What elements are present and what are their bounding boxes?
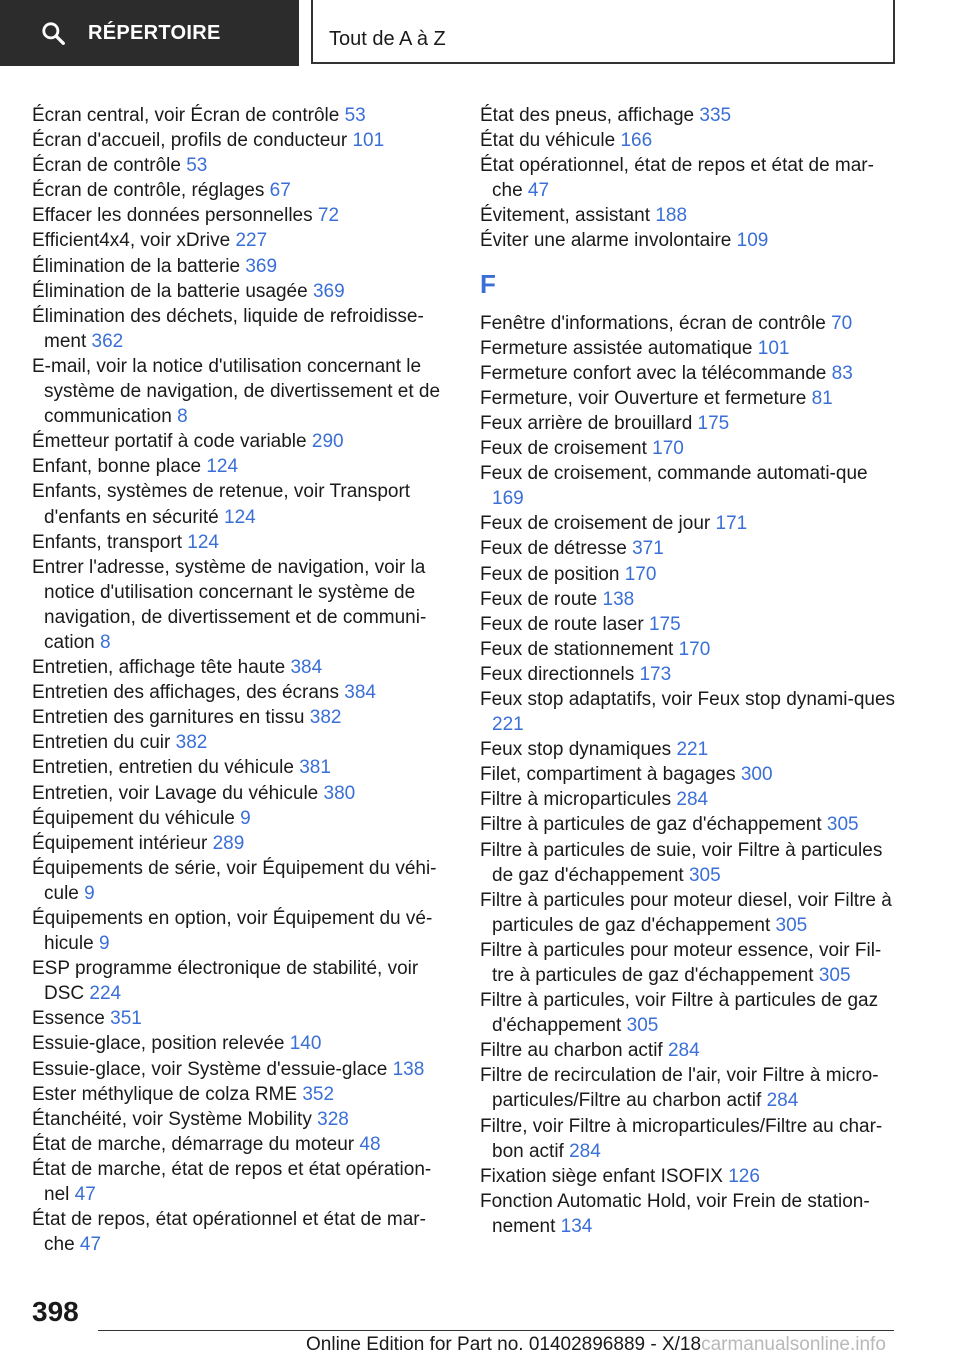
entry-text: État opérationnel, état de repos et état de mar-che <box>480 155 874 202</box>
entry-text: Filtre à microparticules <box>480 789 672 811</box>
entry-text: Feux de stationnement <box>480 638 674 660</box>
page-link[interactable]: 188 <box>655 205 688 227</box>
index-entry <box>480 436 900 461</box>
page-link[interactable]: 47 <box>527 180 550 202</box>
page-link[interactable]: 384 <box>290 657 323 679</box>
index-entry <box>32 429 452 454</box>
entry-text: Écran de contrôle, réglages <box>32 180 265 202</box>
page-link[interactable]: 305 <box>626 1015 659 1037</box>
page-link[interactable]: 166 <box>620 130 653 152</box>
index-entry <box>32 831 452 856</box>
index-entry <box>32 730 452 755</box>
page-link[interactable]: 101 <box>757 337 790 359</box>
page-link[interactable]: 381 <box>299 757 331 779</box>
index-entry <box>32 1031 452 1056</box>
index-entry <box>480 228 900 253</box>
page-link[interactable]: 47 <box>79 1234 102 1256</box>
page-link[interactable]: 9 <box>240 807 251 829</box>
page-link[interactable]: 126 <box>728 1165 760 1187</box>
entry-text: Feux arrière de brouillard <box>480 412 693 434</box>
entry-text: Enfants, transport <box>32 531 182 553</box>
entry-text: Feux stop adaptatifs, voir Feux stop dynami-ques <box>480 688 896 710</box>
index-entry <box>480 1189 900 1239</box>
index-entry <box>32 1132 452 1157</box>
index-entry <box>32 680 452 705</box>
index-entry <box>480 762 900 787</box>
page-link[interactable]: 48 <box>359 1133 381 1155</box>
entry-text: Évitement, assistant <box>480 205 651 227</box>
index-entry <box>32 1157 452 1207</box>
index-entry <box>480 938 900 988</box>
entry-text: Feux de position <box>480 563 620 585</box>
page-link[interactable]: 171 <box>715 513 748 535</box>
entry-text: Entretien, entretien du véhicule <box>32 757 294 779</box>
entry-text: Filtre à particules de gaz d'échappement <box>480 814 822 836</box>
page-link[interactable]: 67 <box>269 180 291 202</box>
page-link[interactable]: 138 <box>392 1058 425 1080</box>
index-entry <box>32 304 452 354</box>
page-link[interactable]: 170 <box>624 563 657 585</box>
page-link[interactable]: 300 <box>740 764 773 786</box>
entry-text: Feux stop dynamiques <box>480 739 672 761</box>
search-icon <box>40 20 66 46</box>
entry-text: Écran de contrôle <box>32 155 181 177</box>
entry-text: Feux de croisement <box>480 438 647 460</box>
page-number: 398 <box>32 1296 79 1327</box>
search-tab-label: RÉPERTOIRE <box>88 21 221 44</box>
index-entry <box>480 1038 900 1063</box>
entry-text: Fermeture assistée automatique <box>480 337 753 359</box>
page-link[interactable]: 169 <box>492 488 524 510</box>
entry-text: Élimination des déchets, liquide de refroidisse-ment <box>32 305 424 352</box>
index-entry <box>32 153 452 178</box>
index-entry <box>32 254 452 279</box>
page-link[interactable]: 101 <box>352 130 385 152</box>
page-link[interactable]: 284 <box>676 789 709 811</box>
entry-text: Feux de détresse <box>480 538 627 560</box>
entry-text: Fermeture, voir Ouverture et fermeture <box>480 387 807 409</box>
index-entry <box>32 1107 452 1132</box>
entry-text: Entretien, voir Lavage du véhicule <box>32 782 319 804</box>
section-letter: F <box>480 268 496 299</box>
index-entry <box>480 662 900 687</box>
index-entry <box>32 479 452 529</box>
entry-text: Élimination de la batterie usagée <box>32 280 308 302</box>
entry-text: Filtre à particules pour moteur diesel, voir Filtre à particules de gaz d'échappement <box>480 889 892 936</box>
entry-text: Entretien des garnitures en tissu <box>32 707 305 729</box>
index-entry <box>480 888 900 938</box>
index-entry <box>480 336 900 361</box>
entry-text: ESP programme électronique de stabilité, voir DSC <box>32 958 419 1005</box>
entry-text: Feux de route laser <box>480 613 644 635</box>
page-link[interactable]: 369 <box>245 255 278 277</box>
index-entry <box>32 856 452 906</box>
index-entry <box>32 128 452 153</box>
index-entry <box>480 787 900 812</box>
index-entry <box>32 705 452 730</box>
entry-text: Feux de route <box>480 588 598 610</box>
entry-text: Enfants, systèmes de retenue, voir Transport d'enfants en sécurité <box>32 481 411 528</box>
index-entry <box>480 1164 900 1189</box>
entry-text: Essuie-glace, position relevée <box>32 1033 285 1055</box>
edition-text: Online Edition for Part no. 01402896889 - X/18 <box>306 1334 702 1355</box>
page-link[interactable]: 124 <box>187 531 219 553</box>
entry-text: Équipement intérieur <box>32 832 208 854</box>
index-entry <box>480 311 900 336</box>
page-link[interactable]: 140 <box>289 1033 322 1055</box>
index-entry <box>480 361 900 386</box>
index-entry <box>480 386 900 411</box>
header <box>0 0 960 66</box>
index-entry <box>32 1006 452 1031</box>
entry-text: Équipements de série, voir Équipement du véhi-cule <box>32 857 437 904</box>
page-link[interactable]: 380 <box>323 782 356 804</box>
page-link[interactable]: 124 <box>206 456 239 478</box>
entry-text: État de repos, état opérationnel et état de mar-che <box>32 1209 426 1256</box>
index-entry <box>480 737 900 762</box>
entry-text: Écran central, voir Écran de contrôle <box>32 105 340 126</box>
index-entry <box>480 461 900 511</box>
page-link[interactable]: 9 <box>98 933 110 955</box>
index-entry <box>480 153 900 203</box>
page-link[interactable]: 134 <box>560 1215 593 1237</box>
entry-text: Écran d'accueil, profils de conducteur <box>32 130 348 152</box>
index-entry <box>480 103 900 128</box>
page-link[interactable]: 352 <box>302 1083 335 1105</box>
page-link[interactable]: 70 <box>831 312 853 334</box>
index-entry <box>32 806 452 831</box>
entry-text: Feux directionnels <box>480 663 635 685</box>
entry-text: Feux de croisement de jour <box>480 513 711 535</box>
entry-text: État des pneus, affichage <box>480 105 695 126</box>
entry-text: Émetteur portatif à code variable <box>32 431 307 453</box>
page-link[interactable]: 382 <box>175 732 208 754</box>
entry-text: Essuie-glace, voir Système d'essuie-glace <box>32 1058 388 1080</box>
index-group-e <box>480 103 900 254</box>
page-link[interactable]: 305 <box>818 965 851 986</box>
index-entry <box>32 279 452 304</box>
entry-text: Entretien, affichage tête haute <box>32 657 286 679</box>
index-entry <box>32 655 452 680</box>
entry-text: Éviter une alarme involontaire <box>480 230 732 252</box>
entry-text: Équipements en option, voir Équipement du vé-hicule <box>32 908 433 955</box>
index-entry <box>32 354 452 429</box>
page-link[interactable]: 362 <box>91 330 124 352</box>
entry-text: Filtre à particules de suie, voir Filtre à particules de gaz d'échappement <box>480 839 883 886</box>
index-entry <box>480 128 900 153</box>
page-link[interactable]: 224 <box>89 983 122 1005</box>
index-entry <box>480 511 900 536</box>
entry-text: Fixation siège enfant ISOFIX <box>480 1165 723 1187</box>
index-entry <box>32 1207 452 1257</box>
entry-text: Essence <box>32 1008 105 1030</box>
page-link[interactable]: 371 <box>632 538 664 560</box>
index-entry <box>480 1063 900 1113</box>
index-entry <box>480 838 900 888</box>
watermark: carmanualsonline.info <box>701 1334 886 1355</box>
page-link[interactable]: 305 <box>826 814 859 836</box>
index-entry <box>480 637 900 662</box>
index-group-f <box>480 311 900 1239</box>
entry-text: Fonction Automatic Hold, voir Frein de station-nement <box>480 1190 870 1237</box>
index-entry <box>480 562 900 587</box>
page-link[interactable]: 8 <box>177 406 188 428</box>
page-link[interactable]: 109 <box>736 230 769 252</box>
entry-text: Fermeture confort avec la télécommande <box>480 362 827 384</box>
page-link[interactable]: 221 <box>492 714 524 736</box>
page-link[interactable]: 351 <box>110 1008 142 1030</box>
page-link[interactable]: 175 <box>648 613 681 635</box>
page-link[interactable]: 173 <box>639 663 672 685</box>
index-entry <box>480 411 900 436</box>
footer <box>306 1334 886 1356</box>
entry-text: Fenêtre d'informations, écran de contrôle <box>480 312 826 334</box>
page-link[interactable]: 290 <box>311 431 344 453</box>
index-entry <box>32 203 452 228</box>
entry-text: Filtre, voir Filtre à microparticules/Filtre au char-bon actif <box>480 1115 883 1162</box>
index-column-right <box>480 103 900 1239</box>
index-entry <box>32 755 452 780</box>
page-link[interactable]: 284 <box>766 1090 799 1112</box>
entry-text: État du véhicule <box>480 130 616 152</box>
index-entry <box>32 103 452 128</box>
index-entry <box>32 906 452 956</box>
page-link[interactable]: 170 <box>652 438 684 460</box>
page-link[interactable]: 138 <box>602 588 635 610</box>
page-link[interactable]: 284 <box>569 1140 601 1162</box>
index-column-left <box>32 103 452 1257</box>
footer-divider <box>98 1330 894 1331</box>
entry-text: État de marche, état de repos et état opération-nel <box>32 1158 432 1206</box>
entry-text: Filtre à particules pour moteur essence, voir Fil-tre à particules de gaz d'échappement <box>480 939 882 986</box>
entry-text: Filtre au charbon actif <box>480 1040 663 1062</box>
page-link[interactable]: 170 <box>678 638 711 660</box>
index-entry <box>32 956 452 1006</box>
index-entry <box>32 454 452 479</box>
entry-text: Effacer les données personnelles <box>32 205 313 227</box>
index-entry <box>32 530 452 555</box>
page-link[interactable]: 53 <box>344 105 366 126</box>
page-link[interactable]: 284 <box>667 1040 700 1062</box>
page-link[interactable]: 227 <box>235 230 268 252</box>
page-link[interactable]: 81 <box>811 387 833 409</box>
index-entry <box>32 1082 452 1107</box>
entry-text: Étanchéité, voir Système Mobility <box>32 1108 312 1130</box>
index-entry <box>480 203 900 228</box>
page-link[interactable]: 53 <box>186 155 208 177</box>
entry-text: État de marche, démarrage du moteur <box>32 1133 355 1155</box>
page-link[interactable]: 305 <box>688 864 721 886</box>
page-link[interactable]: 175 <box>697 412 730 434</box>
entry-text: Ester méthylique de colza RME <box>32 1083 298 1105</box>
entry-text: Entretien des affichages, des écrans <box>32 682 340 704</box>
entry-text: Entrer l'adresse, système de navigation, voir la notice d'utilisation concernant le système de navigation, de divertissement et de communi-cation <box>32 556 427 653</box>
index-entry <box>480 812 900 837</box>
index-entry <box>32 781 452 806</box>
page-link[interactable]: 9 <box>84 882 95 904</box>
entry-text: Filtre à particules, voir Filtre à particules de gaz d'échappement <box>480 990 879 1037</box>
search-tab[interactable] <box>0 0 299 66</box>
page-link[interactable]: 369 <box>312 280 345 302</box>
entry-text: E-mail, voir la notice d'utilisation concernant le système de navigation, de divertissement et de communication <box>32 355 441 428</box>
entry-text: Efficient4x4, voir xDrive <box>32 230 231 252</box>
page-link[interactable]: 305 <box>775 914 808 936</box>
index-entry <box>480 988 900 1038</box>
entry-text: Feux de croisement, commande automati-que <box>480 463 868 485</box>
entry-text: Filtre de recirculation de l'air, voir Filtre à micro-particules/Filtre au charbon actif <box>480 1065 879 1112</box>
index-entry <box>480 1114 900 1164</box>
page-link[interactable]: 124 <box>224 506 256 528</box>
index-entry <box>32 228 452 253</box>
entry-text: Équipement du véhicule <box>32 807 235 829</box>
entry-text: Enfant, bonne place <box>32 456 202 478</box>
index-entry <box>32 555 452 655</box>
entry-text: Entretien du cuir <box>32 732 171 754</box>
index-entry <box>480 536 900 561</box>
index-entry <box>480 587 900 612</box>
index-entry <box>32 178 452 203</box>
index-entry <box>480 687 900 737</box>
page-link[interactable]: 335 <box>699 105 732 126</box>
page-link[interactable]: 289 <box>212 832 245 854</box>
page-link[interactable]: 47 <box>74 1184 96 1206</box>
page-link[interactable]: 83 <box>831 362 853 384</box>
page-link[interactable]: 384 <box>344 682 376 704</box>
page-link[interactable]: 72 <box>317 205 340 227</box>
entry-text: Filet, compartiment à bagages <box>480 764 736 786</box>
page-link[interactable]: 328 <box>317 1108 349 1130</box>
page-link[interactable]: 382 <box>309 707 342 729</box>
page-title: Tout de A à Z <box>311 0 895 64</box>
index-entry <box>480 612 900 637</box>
entry-text: Élimination de la batterie <box>32 255 241 277</box>
index-entry <box>32 1057 452 1082</box>
page-link[interactable]: 8 <box>99 631 111 653</box>
page-link[interactable]: 221 <box>676 739 709 761</box>
